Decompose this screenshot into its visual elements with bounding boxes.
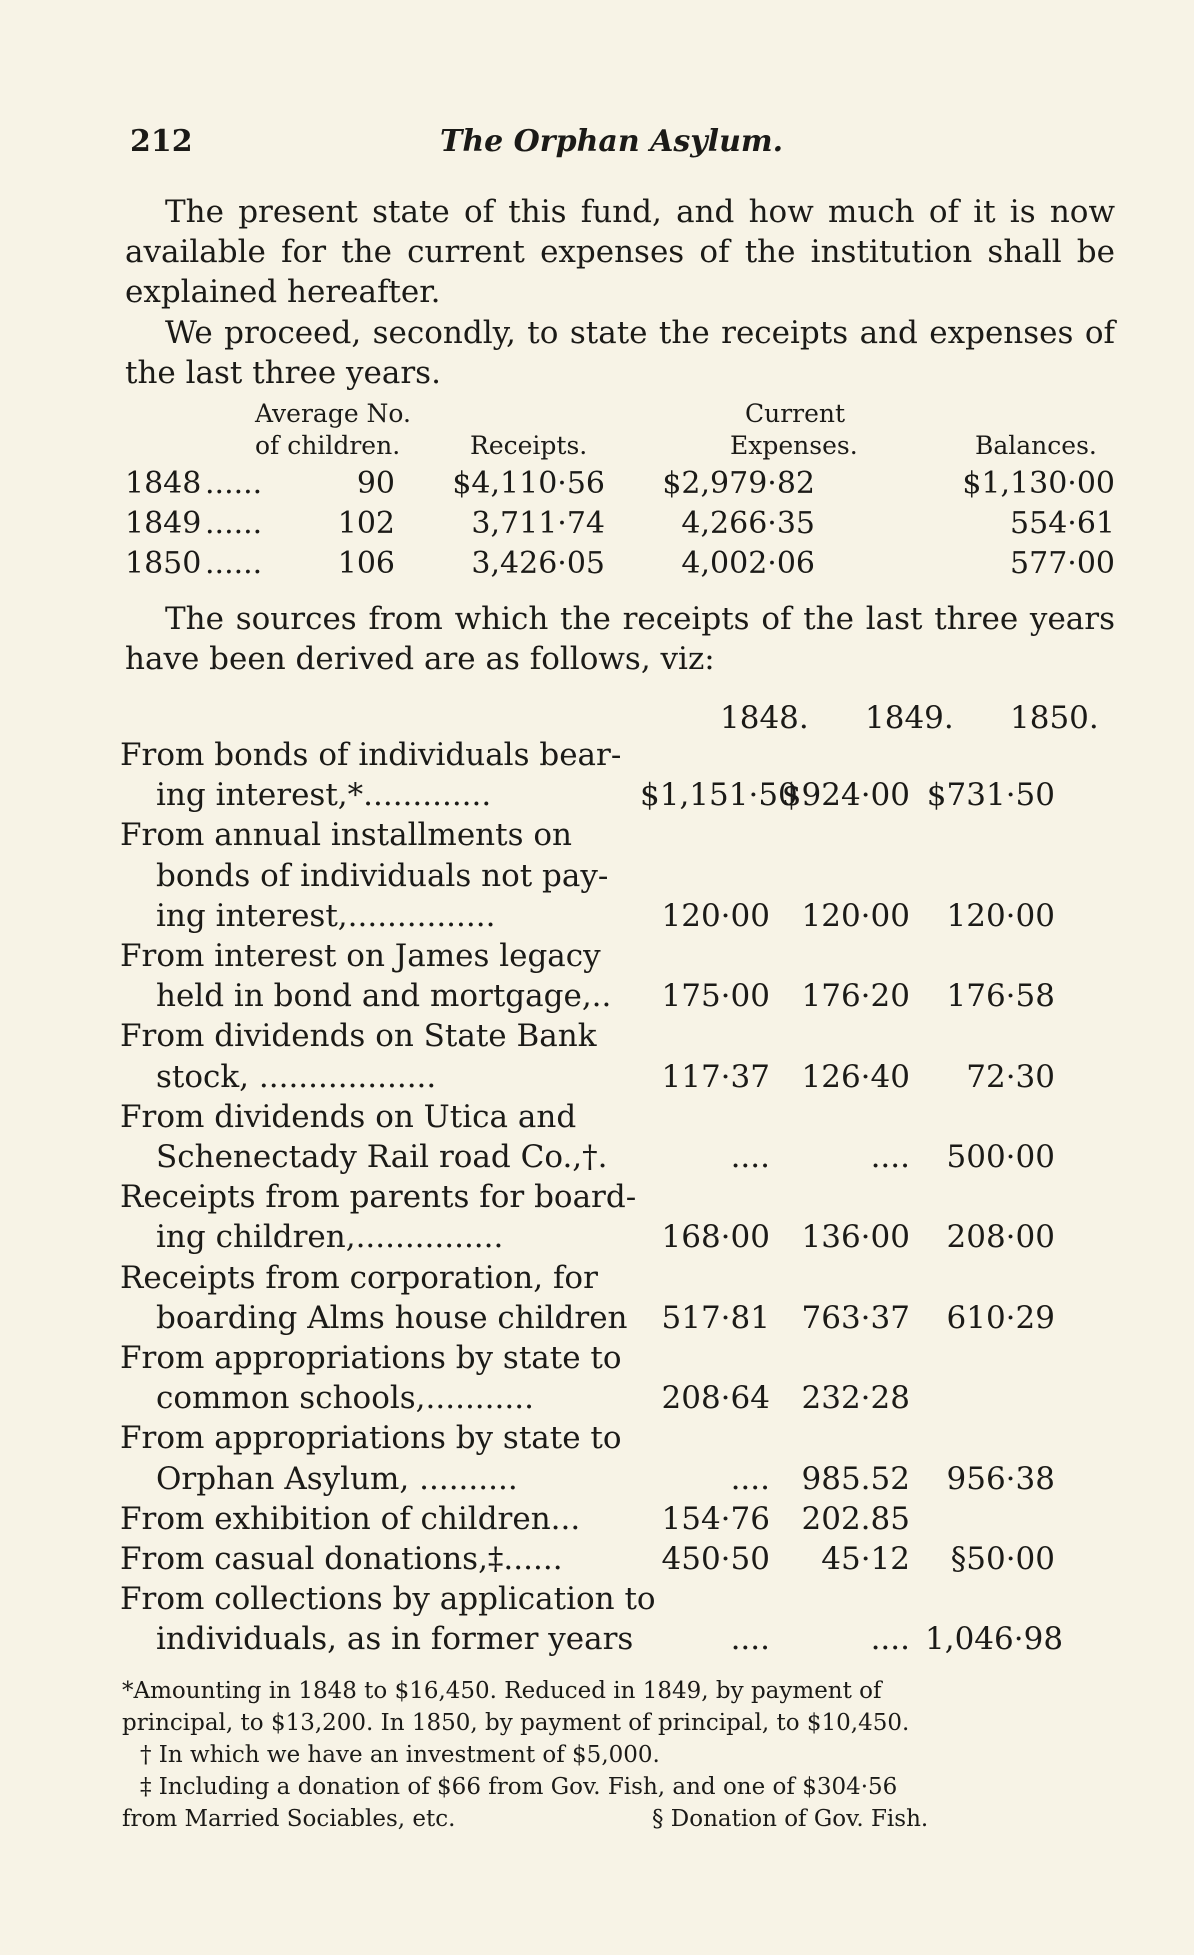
source-label: From dividends on State Bank <box>120 1018 597 1055</box>
source-label: ing interest,*............. <box>156 777 492 814</box>
source-label: From exhibition of children... <box>120 1500 581 1537</box>
value-1849: .... <box>870 1139 910 1175</box>
header-current-line2: Expenses. <box>730 431 858 460</box>
source-line <box>120 1016 1120 1056</box>
source-label: held in bond and mortgage,.. <box>156 978 612 1015</box>
value-1848: 117·37 <box>661 1058 770 1095</box>
value-1848: 120·00 <box>661 897 770 934</box>
value-1850: 500·00 <box>946 1139 1055 1175</box>
source-label: From appropriations by state to <box>120 1420 622 1457</box>
value-1850: 176·58 <box>946 978 1055 1015</box>
summary-row-1848 <box>125 466 1115 506</box>
value-1850: 610·29 <box>946 1299 1055 1336</box>
source-label: boarding Alms house children <box>156 1299 628 1336</box>
source-line <box>120 1097 1120 1137</box>
header-average-line2: of children. <box>255 431 401 460</box>
sources-table <box>120 700 1120 1660</box>
footnote-2: † In which we have an investment of $5,000. <box>140 1742 660 1768</box>
value-1848: .... <box>730 1139 770 1175</box>
value-1848: 208·64 <box>661 1380 770 1417</box>
source-line <box>120 1057 1120 1097</box>
footnote-3-line2: from Married Sociables, etc. <box>122 1806 456 1832</box>
source-line <box>120 775 1120 815</box>
balance-cell: 577·00 <box>1010 546 1115 581</box>
source-label: From annual installments on <box>120 817 572 854</box>
children-cell: 102 <box>337 506 395 541</box>
value-1849: 176·20 <box>801 978 910 1015</box>
value-1850: 1,046·98 <box>925 1621 1064 1658</box>
value-1848: 154·76 <box>661 1500 770 1537</box>
footnote-1-line1: *Amounting in 1848 to $16,450. Reduced in 1849, by payment of <box>122 1678 882 1704</box>
source-line <box>120 1258 1120 1298</box>
source-line <box>120 1378 1120 1418</box>
value-1848: .... <box>730 1460 770 1497</box>
paragraph-sources-intro: The sources from which the receipts of the last three years have been derived are as follows, viz: <box>125 601 1115 677</box>
source-label: ing interest,............... <box>156 897 496 934</box>
source-label: bonds of individuals not pay- <box>156 857 609 894</box>
value-1850: 956·38 <box>946 1460 1055 1497</box>
value-1848: $1,151·50 <box>640 777 798 814</box>
source-line <box>120 1137 1120 1177</box>
value-1849: 136·00 <box>801 1219 910 1256</box>
source-line <box>120 896 1120 936</box>
value-1849: 985.52 <box>801 1460 910 1497</box>
source-line <box>120 1177 1120 1217</box>
source-label: common schools,........... <box>156 1380 534 1417</box>
summary-row-1849 <box>125 506 1115 546</box>
value-1850: 208·00 <box>946 1219 1055 1256</box>
year-cell: 1849 <box>125 506 202 541</box>
source-line <box>120 1499 1120 1539</box>
year-header-1848: 1848. <box>720 700 809 736</box>
value-1849: 763·37 <box>801 1299 910 1336</box>
source-label: ing children,............... <box>156 1219 504 1256</box>
value-1850: 120·00 <box>946 897 1055 934</box>
value-1849: 202.85 <box>801 1500 910 1537</box>
page-header <box>130 124 1110 168</box>
source-line <box>120 1579 1120 1619</box>
year-cell: 1848 <box>125 466 202 501</box>
value-1848: 175·00 <box>661 978 770 1015</box>
source-line <box>120 735 1120 775</box>
leader-dots: ...... <box>205 506 263 541</box>
receipts-cell: 3,426·05 <box>471 546 605 581</box>
source-line <box>120 976 1120 1016</box>
footnote-3-line1: ‡ Including a donation of $66 from Gov. Fish, and one of $304·56 <box>140 1774 898 1800</box>
value-1849: 45·12 <box>821 1541 910 1577</box>
source-line <box>120 936 1120 976</box>
value-1850: 72·30 <box>966 1058 1055 1095</box>
value-1848: .... <box>730 1621 770 1658</box>
footnote-4: § Donation of Gov. Fish. <box>652 1806 929 1832</box>
source-label: Orphan Asylum, .......... <box>156 1460 518 1497</box>
source-label: Schenectady Rail road Co.,†. <box>156 1139 608 1175</box>
source-line <box>120 815 1120 855</box>
leader-dots: ...... <box>205 546 263 581</box>
source-label: Receipts from corporation, for <box>120 1259 598 1296</box>
leader-dots: ...... <box>205 466 263 501</box>
source-label: individuals, as in former years <box>156 1621 634 1658</box>
source-label: From interest on James legacy <box>120 938 601 974</box>
header-receipts: Receipts. <box>470 431 588 460</box>
source-label: From appropriations by state to <box>120 1340 622 1376</box>
source-line <box>120 1539 1120 1579</box>
balance-cell: 554·61 <box>1010 506 1115 541</box>
source-line <box>120 1418 1120 1458</box>
children-cell: 106 <box>337 546 395 581</box>
running-title: The Orphan Asylum. <box>440 124 784 159</box>
expenses-cell: 4,002·06 <box>681 546 815 581</box>
value-1849: 232·28 <box>801 1380 910 1417</box>
source-label: From casual donations,‡...... <box>120 1541 563 1577</box>
balance-cell: $1,130·00 <box>962 466 1115 501</box>
year-header-1850: 1850. <box>1010 700 1099 736</box>
receipts-cell: $4,110·56 <box>452 466 605 501</box>
source-label: From bonds of individuals bear- <box>120 737 622 773</box>
value-1849: $924·00 <box>781 777 910 814</box>
source-label: From collections by application to <box>120 1581 656 1618</box>
source-line <box>120 1338 1120 1378</box>
value-1849: 120·00 <box>801 897 910 934</box>
paragraph-fund-state: The present state of this fund, and how much of it is now available for the current expenses of the institution shall be explained hereafter. <box>125 194 1115 310</box>
source-line <box>120 1298 1120 1338</box>
source-line <box>120 1619 1120 1659</box>
value-1849: 126·40 <box>801 1058 910 1095</box>
summary-table <box>125 398 1115 598</box>
source-line <box>120 1217 1120 1257</box>
value-1850: §50·00 <box>950 1541 1055 1577</box>
source-label: Receipts from parents for board- <box>120 1179 637 1216</box>
header-balances: Balances. <box>975 431 1097 460</box>
year-cell: 1850 <box>125 546 202 581</box>
value-1849: .... <box>870 1621 910 1658</box>
expenses-cell: $2,979·82 <box>662 466 815 501</box>
source-label: stock, .................. <box>156 1058 437 1095</box>
footnote-1-line2: principal, to $13,200. In 1850, by payment of principal, to $10,450. <box>122 1710 910 1736</box>
page-number: 212 <box>130 124 193 159</box>
header-average-line1: Average No. <box>255 399 411 428</box>
paragraph-receipts-intro: We proceed, secondly, to state the receipts and expenses of the last three years. <box>125 315 1115 391</box>
year-header-1849: 1849. <box>865 700 954 736</box>
children-cell: 90 <box>356 466 395 501</box>
header-current-line1: Current <box>745 399 846 428</box>
value-1848: 517·81 <box>661 1299 770 1336</box>
source-line <box>120 1459 1120 1499</box>
summary-row-1850 <box>125 546 1115 586</box>
value-1850: $731·50 <box>926 777 1055 814</box>
source-line <box>120 856 1120 896</box>
source-label: From dividends on Utica and <box>120 1098 577 1135</box>
expenses-cell: 4,266·35 <box>681 506 815 541</box>
value-1848: 450·50 <box>661 1541 770 1577</box>
value-1848: 168·00 <box>661 1219 770 1256</box>
receipts-cell: 3,711·74 <box>471 506 605 541</box>
